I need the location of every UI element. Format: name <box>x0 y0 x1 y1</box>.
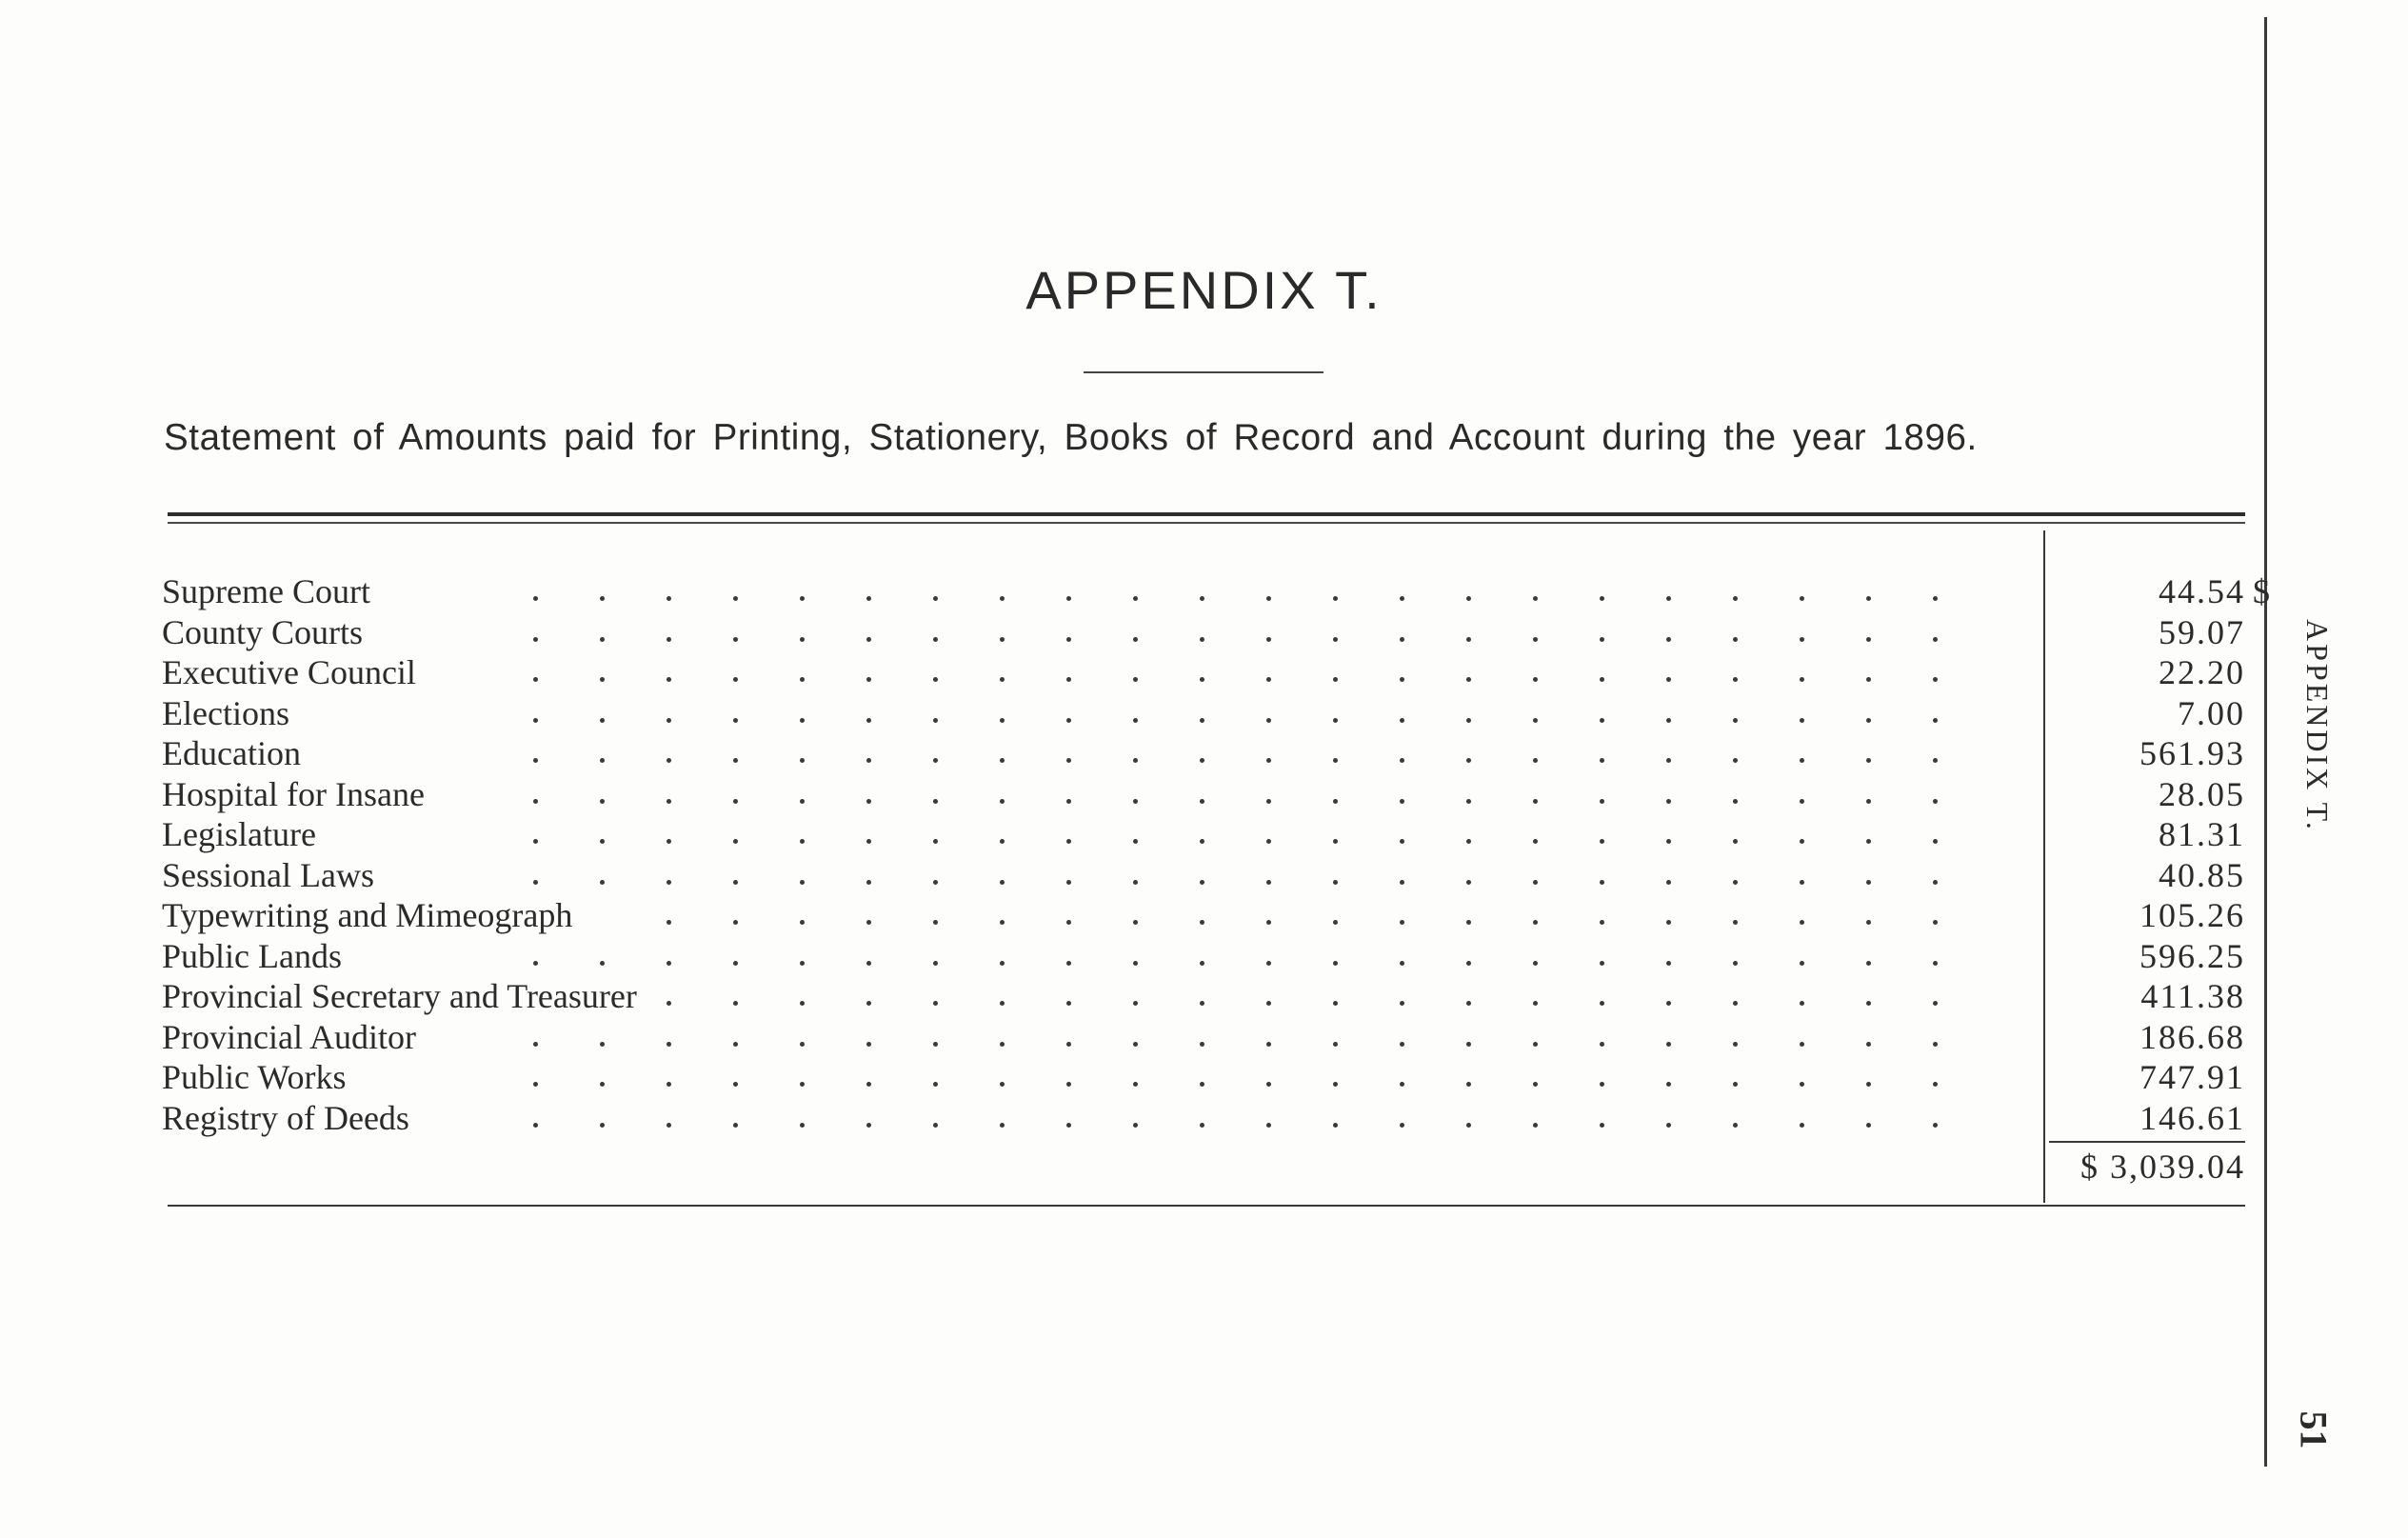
row-amount: 28.05 <box>2159 774 2245 813</box>
row-amount: 81.31 <box>2159 815 2245 853</box>
dot-leader <box>162 855 1952 896</box>
table-row <box>162 1098 2245 1139</box>
table-row <box>162 976 2245 1017</box>
row-label: Provincial Auditor <box>162 1017 416 1056</box>
appendix-title: APPENDIX T. <box>1025 260 1383 320</box>
row-label: Registry of Deeds <box>162 1098 409 1137</box>
row-amount: 596.25 <box>2139 936 2245 975</box>
row-label: Public Lands <box>162 936 342 975</box>
currency-symbol: $ <box>2253 572 2270 610</box>
page-edge-rule <box>2264 17 2267 1467</box>
row-amount: 40.85 <box>2159 855 2245 894</box>
table-row <box>162 895 2245 936</box>
dot-leader <box>162 814 1952 855</box>
expense-table <box>162 571 2270 1138</box>
row-amount: 44.54 <box>2159 572 2245 610</box>
row-amount: 146.61 <box>2139 1098 2245 1137</box>
table-row <box>162 612 2245 653</box>
statement-heading: Statement of Amounts paid for Printing, Stationery, Books of Record and Account during the year 1896. <box>164 417 1978 458</box>
row-amount: 747.91 <box>2139 1058 2245 1096</box>
row-amount: 22.20 <box>2159 653 2245 691</box>
row-amount: 186.68 <box>2139 1017 2245 1056</box>
row-label: Legislature <box>162 815 316 853</box>
dot-leader <box>162 936 1952 977</box>
row-label: Typewriting and Mimeograph <box>162 896 573 934</box>
page-number: 51 <box>2292 1410 2336 1449</box>
table-row <box>162 652 2245 693</box>
row-amount: 7.00 <box>2178 693 2245 732</box>
table-row <box>162 855 2245 896</box>
row-label: Executive Council <box>162 653 416 691</box>
table-row <box>162 1057 2245 1098</box>
table-bottom-rule <box>168 1205 2245 1207</box>
row-label: County Courts <box>162 612 364 651</box>
row-label: Supreme Court <box>162 572 370 610</box>
row-amount: 411.38 <box>2140 977 2245 1015</box>
row-label: Elections <box>162 693 289 732</box>
table-row <box>162 571 2270 612</box>
total-amount: $ 3,039.04 <box>2080 1148 2245 1186</box>
dot-leader <box>162 571 1952 612</box>
row-label: Hospital for Insane <box>162 774 425 813</box>
dot-leader <box>162 1057 1952 1098</box>
dot-leader <box>162 693 1952 734</box>
row-label: Public Works <box>162 1058 347 1096</box>
row-amount: 561.93 <box>2139 734 2245 772</box>
table-row <box>162 936 2245 977</box>
table-row <box>162 1017 2245 1058</box>
row-label: Education <box>162 734 301 772</box>
running-head: APPENDIX T. <box>2300 619 2335 832</box>
table-row <box>162 814 2245 855</box>
title-underline <box>1084 371 1323 373</box>
table-top-rule <box>168 512 2245 516</box>
dot-leader <box>162 1017 1952 1058</box>
table-row <box>162 693 2245 734</box>
table-top-rule-secondary <box>168 522 2245 524</box>
row-label: Provincial Secretary and Treasurer <box>162 977 637 1015</box>
row-amount: 105.26 <box>2139 896 2245 934</box>
dot-leader <box>162 612 1952 653</box>
dot-leader <box>162 652 1952 693</box>
row-amount: 59.07 <box>2159 612 2245 651</box>
dot-leader <box>162 1098 1952 1139</box>
dot-leader <box>162 774 1952 815</box>
dot-leader <box>162 733 1952 774</box>
table-row <box>162 774 2245 815</box>
row-label: Sessional Laws <box>162 855 374 894</box>
table-row <box>162 733 2245 774</box>
